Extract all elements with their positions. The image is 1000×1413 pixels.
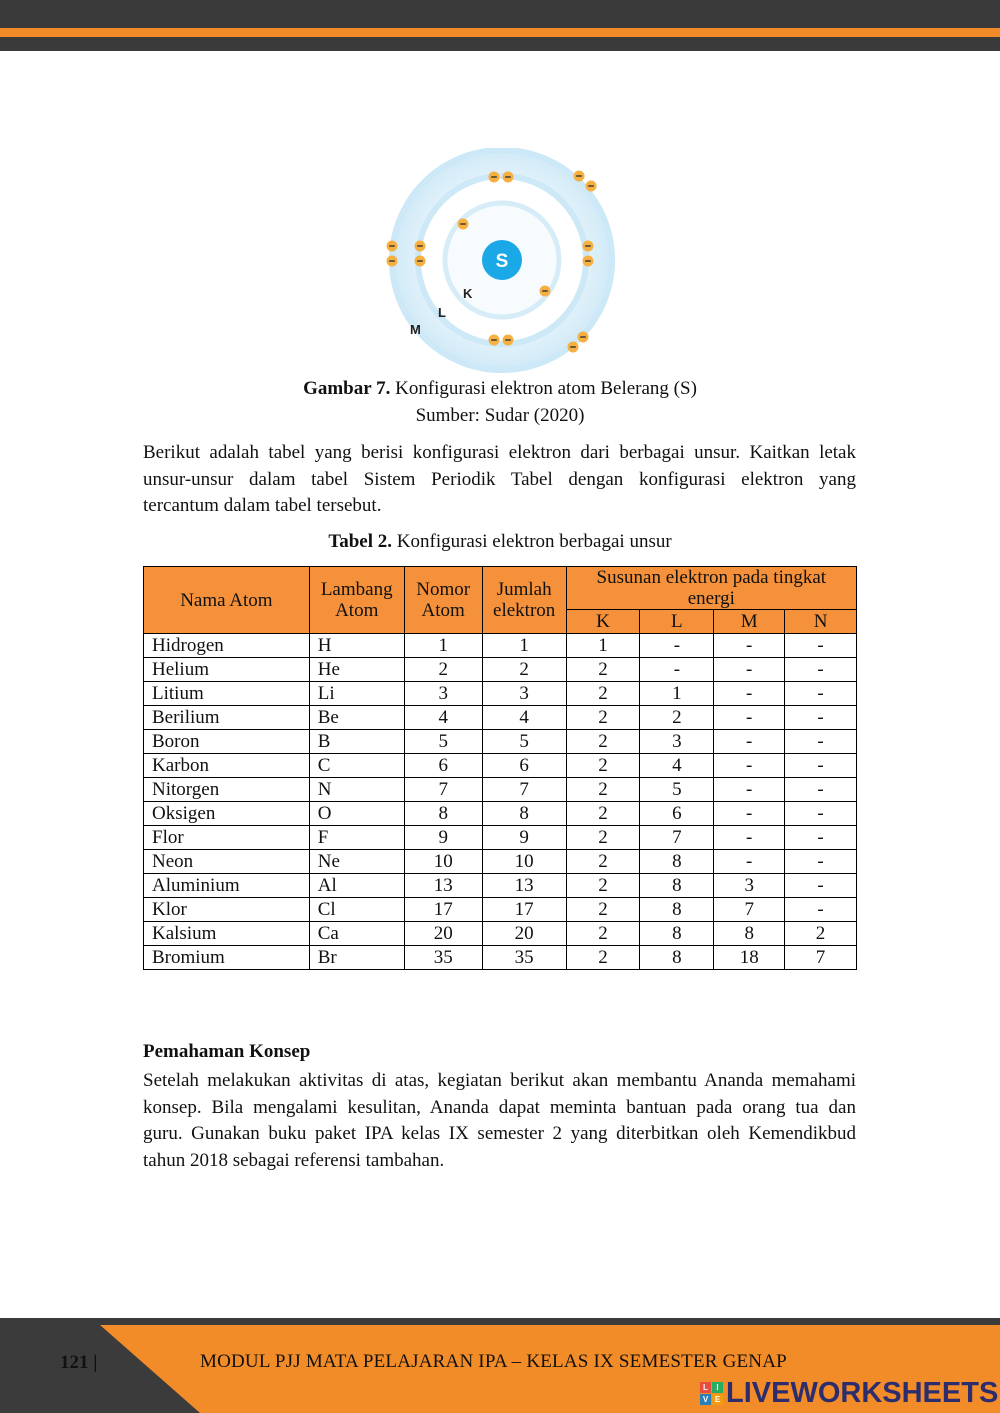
cell-electrons: 9 (482, 826, 566, 850)
cell-shell-n: - (785, 850, 857, 874)
cell-shell-k: 2 (566, 802, 640, 826)
cell-shell-l: 8 (640, 922, 714, 946)
cell-shell-l: 4 (640, 754, 714, 778)
cell-name: Nitorgen (144, 778, 310, 802)
cell-shell-n: - (785, 658, 857, 682)
cell-electrons: 6 (482, 754, 566, 778)
electron-configuration-table (143, 566, 857, 970)
cell-name: Berilium (144, 706, 310, 730)
cell-shell-m: - (714, 730, 785, 754)
header-dark-bar-lower (0, 37, 1000, 51)
concept-line: guru. Gunakan buku paket IPA kelas IX semester 2 yang diterbitkan oleh Kemendikbud (143, 1123, 856, 1144)
cell-shell-l: 6 (640, 802, 714, 826)
module-title: MODUL PJJ MATA PELAJARAN IPA – KELAS IX SEMESTER GENAP (200, 1351, 787, 1372)
table-row (144, 778, 857, 802)
cell-number: 5 (404, 730, 482, 754)
table-row (144, 706, 857, 730)
shell-label-m: M (410, 322, 421, 337)
cell-shell-m: - (714, 634, 785, 658)
cell-number: 20 (404, 922, 482, 946)
cell-shell-l: 3 (640, 730, 714, 754)
header-shell-l: L (640, 610, 714, 634)
cell-shell-l: 1 (640, 682, 714, 706)
table-row (144, 898, 857, 922)
cell-shell-k: 2 (566, 682, 640, 706)
shell-label-k: K (463, 286, 473, 301)
table-row (144, 730, 857, 754)
cell-shell-n: - (785, 874, 857, 898)
cell-electrons: 20 (482, 922, 566, 946)
table-row (144, 634, 857, 658)
cell-shell-n: 2 (785, 922, 857, 946)
cell-electrons: 1 (482, 634, 566, 658)
cell-electrons: 3 (482, 682, 566, 706)
cell-shell-m: - (714, 658, 785, 682)
cell-shell-n: - (785, 754, 857, 778)
cell-shell-m: - (714, 826, 785, 850)
table-row (144, 658, 857, 682)
cell-shell-m: - (714, 802, 785, 826)
cell-symbol: F (309, 826, 404, 850)
cell-shell-n: - (785, 802, 857, 826)
cell-name: Karbon (144, 754, 310, 778)
cell-shell-m: - (714, 682, 785, 706)
intro-paragraph (143, 440, 856, 520)
table-body (144, 634, 857, 970)
concept-line: konsep. Bila mengalami kesulitan, Ananda dapat meminta bantuan pada orang tua dan (143, 1096, 856, 1118)
table-caption (0, 531, 1000, 553)
header-shell-k: K (566, 610, 640, 634)
cell-shell-k: 2 (566, 826, 640, 850)
liveworksheets-wordmark: LIVEWORKSHEETS (726, 1376, 999, 1409)
header-shell-m: M (714, 610, 785, 634)
cell-electrons: 4 (482, 706, 566, 730)
table-row (144, 754, 857, 778)
liveworksheets-mark-icon: L I V E (700, 1382, 723, 1405)
cell-name: Litium (144, 682, 310, 706)
cell-symbol: Al (309, 874, 404, 898)
cell-electrons: 13 (482, 874, 566, 898)
cell-name: Oksigen (144, 802, 310, 826)
cell-shell-n: - (785, 682, 857, 706)
concept-line: Setelah melakukan aktivitas di atas, kegiatan berikut akan membantu Ananda memahami (143, 1070, 856, 1091)
cell-shell-k: 2 (566, 778, 640, 802)
cell-shell-k: 2 (566, 706, 640, 730)
table-row (144, 874, 857, 898)
concept-paragraph (143, 1068, 856, 1174)
cell-shell-k: 2 (566, 850, 640, 874)
cell-name: Hidrogen (144, 634, 310, 658)
cell-shell-n: - (785, 898, 857, 922)
cell-number: 10 (404, 850, 482, 874)
table-caption-text: Konfigurasi elektron berbagai unsur (392, 531, 672, 552)
sulfur-atom-diagram (380, 148, 630, 378)
cell-electrons: 17 (482, 898, 566, 922)
cell-shell-m: - (714, 706, 785, 730)
section-title: Pemahaman Konsep (143, 1041, 311, 1062)
intro-line: tercantum dalam tabel tersebut. (143, 495, 382, 516)
header-electrons: Jumlah elektron (482, 567, 566, 634)
cell-name: Klor (144, 898, 310, 922)
table-row (144, 850, 857, 874)
liveworksheets-logo (700, 1378, 998, 1408)
cell-shell-k: 2 (566, 874, 640, 898)
cell-symbol: Be (309, 706, 404, 730)
cell-shell-m: 3 (714, 874, 785, 898)
table-row (144, 826, 857, 850)
cell-shell-m: 8 (714, 922, 785, 946)
cell-shell-m: - (714, 850, 785, 874)
cell-electrons: 5 (482, 730, 566, 754)
cell-shell-n: 7 (785, 946, 857, 970)
cell-shell-l: 5 (640, 778, 714, 802)
cell-electrons: 10 (482, 850, 566, 874)
cell-shell-n: - (785, 706, 857, 730)
cell-symbol: He (309, 658, 404, 682)
cell-shell-k: 2 (566, 922, 640, 946)
figure-caption-text: Konfigurasi elektron atom Belerang (S) (390, 378, 697, 399)
cell-shell-l: 8 (640, 850, 714, 874)
cell-electrons: 35 (482, 946, 566, 970)
cell-shell-l: 8 (640, 946, 714, 970)
cell-name: Flor (144, 826, 310, 850)
cell-shell-k: 2 (566, 946, 640, 970)
cell-shell-n: - (785, 730, 857, 754)
cell-name: Kalsium (144, 922, 310, 946)
cell-electrons: 2 (482, 658, 566, 682)
figure-caption (0, 378, 1000, 400)
cell-symbol: N (309, 778, 404, 802)
cell-shell-m: 7 (714, 898, 785, 922)
cell-shell-l: 8 (640, 874, 714, 898)
header-orange-stripe (0, 28, 1000, 37)
cell-symbol: C (309, 754, 404, 778)
cell-number: 13 (404, 874, 482, 898)
cell-shell-k: 2 (566, 754, 640, 778)
cell-name: Helium (144, 658, 310, 682)
cell-symbol: Li (309, 682, 404, 706)
intro-line: Berikut adalah tabel yang berisi konfigurasi elektron dari berbagai unsur. Kaitkan letak (143, 442, 856, 463)
nucleus-symbol: S (495, 251, 509, 272)
cell-number: 1 (404, 634, 482, 658)
cell-symbol: B (309, 730, 404, 754)
figure-source: Sumber: Sudar (2020) (415, 405, 585, 426)
cell-shell-k: 1 (566, 634, 640, 658)
cell-shell-n: - (785, 634, 857, 658)
cell-symbol: O (309, 802, 404, 826)
cell-name: Bromium (144, 946, 310, 970)
cell-shell-n: - (785, 778, 857, 802)
cell-shell-k: 2 (566, 730, 640, 754)
cell-number: 4 (404, 706, 482, 730)
cell-symbol: H (309, 634, 404, 658)
cell-number: 9 (404, 826, 482, 850)
table-row (144, 802, 857, 826)
cell-symbol: Ne (309, 850, 404, 874)
table-caption-label: Tabel 2. (328, 531, 393, 552)
header-name: Nama Atom (144, 567, 310, 634)
figure-caption-label: Gambar 7. (303, 378, 391, 399)
table-row (144, 946, 857, 970)
cell-shell-l: 7 (640, 826, 714, 850)
cell-electrons: 7 (482, 778, 566, 802)
cell-electrons: 8 (482, 802, 566, 826)
cell-name: Aluminium (144, 874, 310, 898)
cell-number: 6 (404, 754, 482, 778)
cell-number: 7 (404, 778, 482, 802)
cell-shell-k: 2 (566, 658, 640, 682)
concept-line: tahun 2018 sebagai referensi tambahan. (143, 1149, 445, 1171)
cell-symbol: Ca (309, 922, 404, 946)
cell-symbol: Br (309, 946, 404, 970)
intro-line: unsur-unsur dalam tabel Sistem Periodik Tabel dengan konfigurasi elektron yang (143, 468, 856, 490)
header-number: Nomor Atom (404, 567, 482, 634)
cell-shell-n: - (785, 826, 857, 850)
header-symbol: Lambang Atom (309, 567, 404, 634)
cell-shell-m: - (714, 778, 785, 802)
table-row (144, 682, 857, 706)
page-number: 121 | (60, 1352, 98, 1373)
cell-shell-l: 8 (640, 898, 714, 922)
header-shell-n: N (785, 610, 857, 634)
cell-name: Boron (144, 730, 310, 754)
header-dark-bar (0, 0, 1000, 28)
cell-shell-l: 2 (640, 706, 714, 730)
cell-number: 35 (404, 946, 482, 970)
cell-number: 17 (404, 898, 482, 922)
cell-shell-m: 18 (714, 946, 785, 970)
cell-symbol: Cl (309, 898, 404, 922)
cell-shell-l: - (640, 634, 714, 658)
cell-shell-m: - (714, 754, 785, 778)
cell-number: 2 (404, 658, 482, 682)
cell-shell-k: 2 (566, 898, 640, 922)
shell-label-l: L (438, 305, 446, 320)
cell-number: 8 (404, 802, 482, 826)
table-row (144, 922, 857, 946)
cell-shell-l: - (640, 658, 714, 682)
cell-name: Neon (144, 850, 310, 874)
header-configuration: Susunan elektron pada tingkat energi (566, 567, 856, 610)
cell-number: 3 (404, 682, 482, 706)
